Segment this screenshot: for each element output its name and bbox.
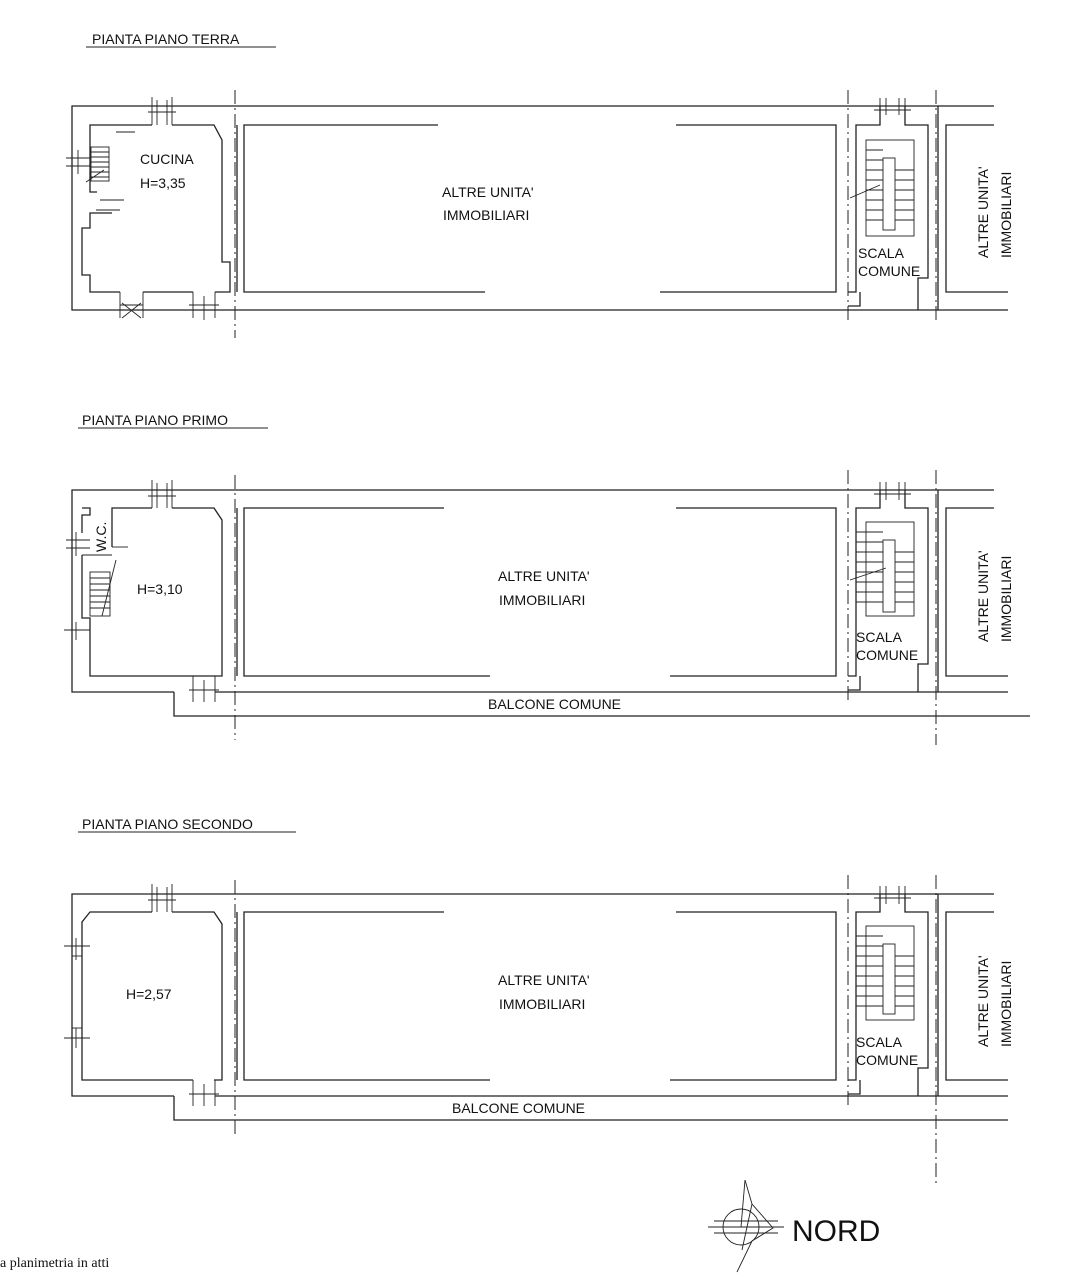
stair-label: COMUNE xyxy=(856,1052,919,1068)
exterior-walls xyxy=(72,106,1008,310)
window xyxy=(189,292,219,320)
stair-interior xyxy=(90,560,116,616)
other-units-room xyxy=(244,125,836,292)
units-label: IMMOBILIARI xyxy=(499,996,586,1012)
stair-label: SCALA xyxy=(858,245,904,261)
wc-label: W.C. xyxy=(93,521,109,552)
stair-label: COMUNE xyxy=(856,647,919,663)
window xyxy=(120,292,143,318)
side-units-label: ALTRE UNITA' xyxy=(975,166,991,258)
units-label: ALTRE UNITA' xyxy=(442,184,534,200)
footer-note: a planimetria in atti xyxy=(0,1256,110,1271)
side-units-label: IMMOBILIARI xyxy=(998,555,1014,642)
room-height: H=3,35 xyxy=(140,175,186,191)
north-arrow-icon xyxy=(708,1180,784,1272)
stair-label: COMUNE xyxy=(858,263,921,279)
units-label: ALTRE UNITA' xyxy=(498,972,590,988)
floor-secondo xyxy=(64,816,1014,1185)
balcony-label: BALCONE COMUNE xyxy=(488,696,622,712)
floor-title: PIANTA PIANO SECONDO xyxy=(82,816,253,832)
window xyxy=(189,1080,219,1106)
side-units-label: IMMOBILIARI xyxy=(998,171,1014,258)
side-units-label: ALTRE UNITA' xyxy=(975,550,991,642)
stair-label: SCALA xyxy=(856,1034,902,1050)
room-height: H=2,57 xyxy=(126,986,172,1002)
window xyxy=(66,150,90,174)
units-label: IMMOBILIARI xyxy=(443,207,530,223)
window xyxy=(148,884,176,912)
side-units-label: IMMOBILIARI xyxy=(998,960,1014,1047)
window xyxy=(64,622,90,640)
side-units-label: ALTRE UNITA' xyxy=(975,955,991,1047)
balcony-label: BALCONE COMUNE xyxy=(452,1100,586,1116)
floor-primo xyxy=(64,412,1030,745)
window xyxy=(189,676,219,702)
window xyxy=(64,938,90,960)
units-label: ALTRE UNITA' xyxy=(498,568,590,584)
window xyxy=(66,532,90,556)
units-label: IMMOBILIARI xyxy=(499,592,586,608)
floor-title: PIANTA PIANO TERRA xyxy=(92,31,240,47)
room-name: CUCINA xyxy=(140,151,194,167)
floor-title: PIANTA PIANO PRIMO xyxy=(82,412,228,428)
window xyxy=(148,480,176,508)
window xyxy=(64,1028,90,1048)
room-height: H=3,10 xyxy=(137,581,183,597)
floor-terra xyxy=(66,31,1014,338)
north-label: NORD xyxy=(792,1215,881,1248)
stair-label: SCALA xyxy=(856,629,902,645)
window xyxy=(148,97,176,125)
